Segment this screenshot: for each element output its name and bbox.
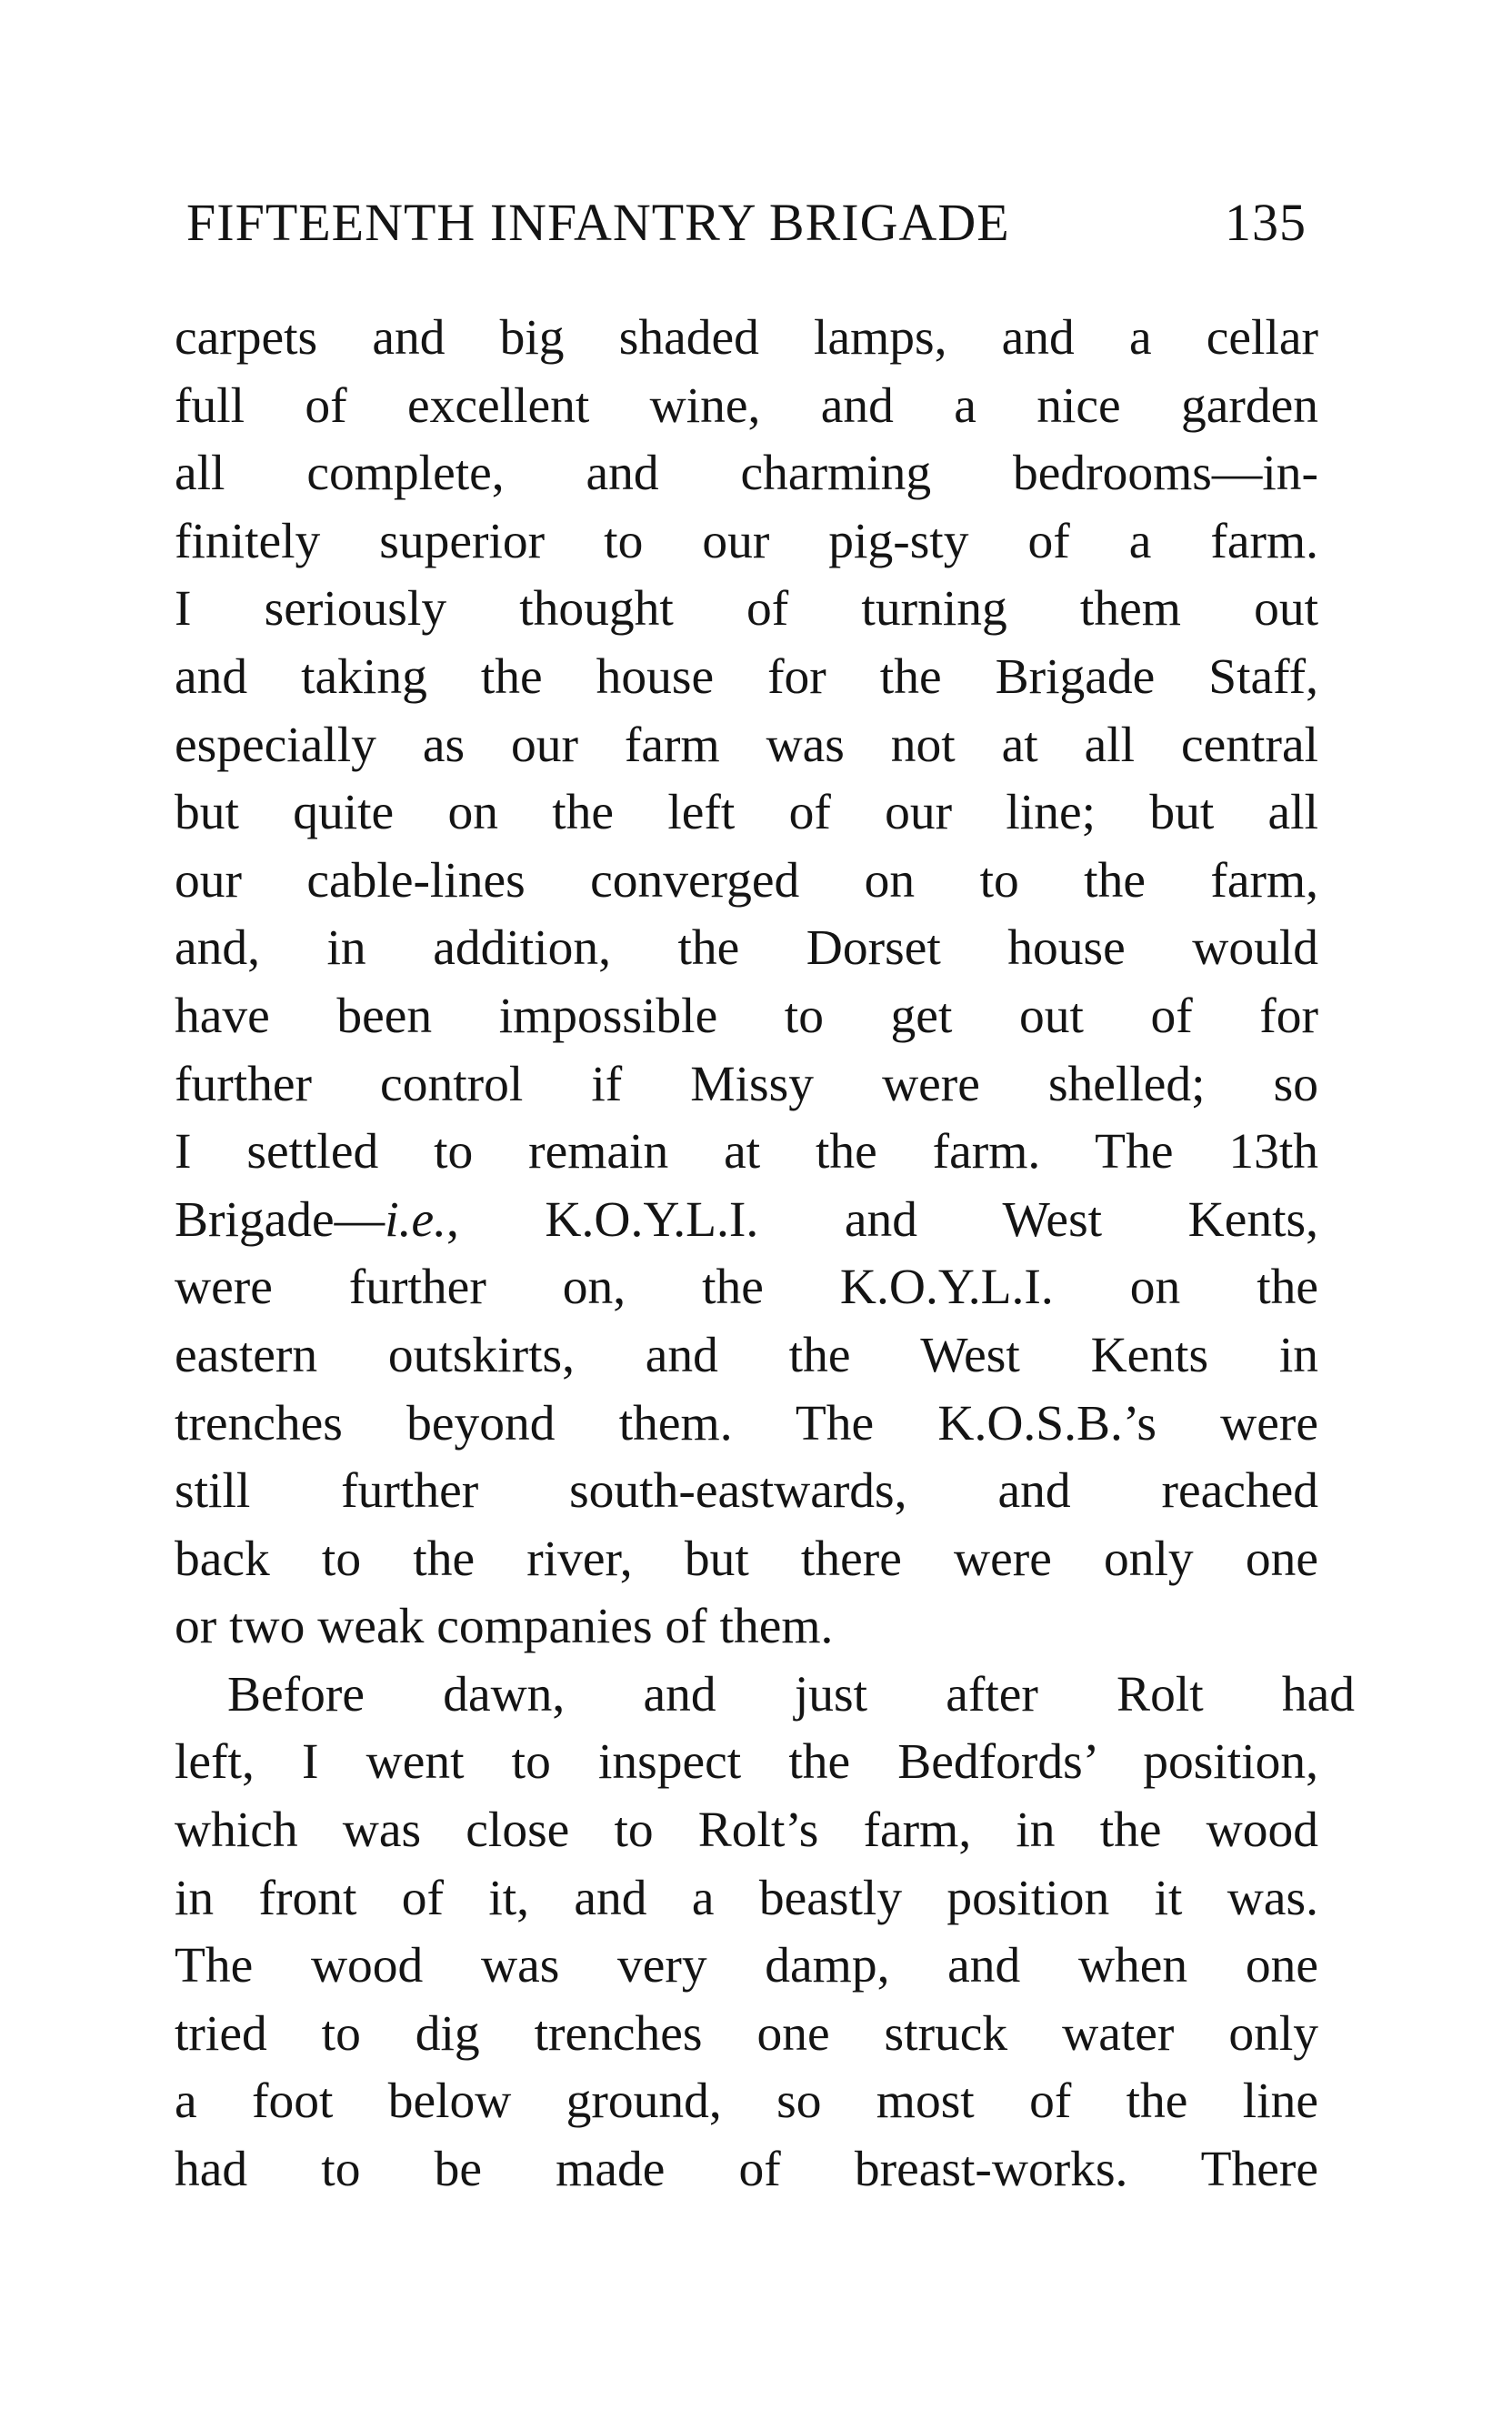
- text-line: carpets and big shaded lamps, and a cellar: [175, 310, 1318, 366]
- text-line: or two weak companies of them.: [175, 1599, 834, 1655]
- text-line: and, in addition, the Dorset house would: [175, 920, 1318, 977]
- body-text: [175, 305, 1355, 2204]
- text-line: I seriously thought of turning them out: [175, 581, 1318, 638]
- text-line: and taking the house for the Brigade Staff,: [175, 648, 1318, 705]
- text-line: have been impossible to get out of for: [175, 988, 1318, 1044]
- text-line: which was close to Rolt’s farm, in the wood: [175, 1802, 1318, 1859]
- text-line: full of excellent wine, and a nice garden: [175, 377, 1318, 434]
- text-line: further control if Missy were shelled; so: [175, 1056, 1318, 1112]
- text-line: The wood was very damp, and when one: [175, 1938, 1318, 1994]
- running-title: FIFTEENTH INFANTRY BRIGADE: [186, 193, 1010, 252]
- italic-abbreviation: i.e.: [385, 1191, 446, 1248]
- text-line: especially as our farm was not at all central: [175, 717, 1318, 773]
- text-line: a foot below ground, so most of the line: [175, 2074, 1318, 2130]
- text-line: eastern outskirts, and the West Kents in: [175, 1327, 1318, 1383]
- text-segment: Brigade—: [175, 1191, 386, 1248]
- text-segment: , K.O.Y.L.I. and West Kents,: [446, 1191, 1318, 1248]
- text-line-with-italic: [175, 1187, 1318, 1255]
- text-line: had to be made of breast-works. There: [175, 2142, 1318, 2198]
- text-line: still further south-eastwards, and reached: [175, 1463, 1318, 1520]
- text-line: all complete, and charming bedrooms—in-: [175, 446, 1318, 502]
- text-line: I settled to remain at the farm. The 13th: [175, 1124, 1318, 1180]
- page-number: 135: [1225, 193, 1307, 252]
- text-line: finitely superior to our pig-sty of a farm.: [175, 513, 1318, 569]
- text-line: our cable-lines converged on to the farm,: [175, 852, 1318, 909]
- running-head: [186, 186, 1307, 259]
- text-line: tried to dig trenches one struck water only: [175, 2005, 1318, 2062]
- text-line-paragraph-start: Before dawn, and just after Rolt had: [227, 1666, 1355, 1722]
- text-line: back to the river, but there were only one: [175, 1531, 1318, 1587]
- text-line: but quite on the left of our line; but all: [175, 785, 1318, 841]
- text-line: were further on, the K.O.Y.L.I. on the: [175, 1260, 1318, 1316]
- text-line: trenches beyond them. The K.O.S.B.’s were: [175, 1395, 1318, 1451]
- text-line: left, I went to inspect the Bedfords’ position,: [175, 1734, 1318, 1791]
- text-line: in front of it, and a beastly position it was.: [175, 1870, 1318, 1926]
